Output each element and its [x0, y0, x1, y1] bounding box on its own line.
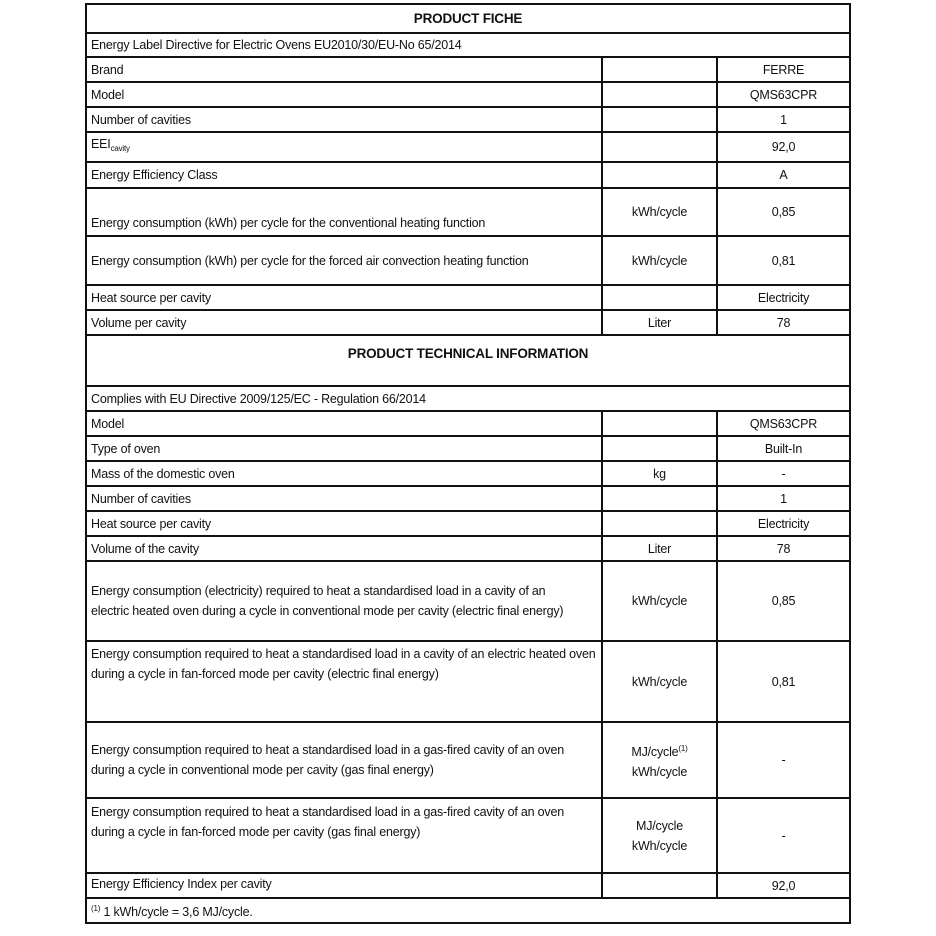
footnote-ref: (1) [678, 743, 688, 753]
product-fiche-table [85, 3, 851, 924]
row-label: Heat source per cavity [86, 285, 602, 310]
eei-subscript: cavity [110, 144, 130, 153]
fiche-directive: Energy Label Directive for Electric Ovens EU2010/30/EU-No 65/2014 [86, 33, 850, 57]
unit-mj: MJ/cycle [631, 744, 679, 759]
row-unit: kg [602, 461, 717, 486]
table-row [86, 536, 850, 561]
table-row [86, 162, 850, 188]
row-unit [602, 162, 717, 188]
unit-kwh: kWh/cycle [631, 838, 688, 853]
row-unit [602, 411, 717, 436]
row-unit [602, 722, 717, 798]
row-value: - [717, 798, 850, 873]
row-label: Type of oven [86, 436, 602, 461]
table-row [86, 561, 850, 641]
row-unit [602, 107, 717, 132]
table-row [86, 873, 850, 898]
row-value: - [717, 461, 850, 486]
row-unit [602, 132, 717, 162]
table-row [86, 107, 850, 132]
row-unit: kWh/cycle [602, 188, 717, 236]
table-row [86, 436, 850, 461]
row-label: Energy consumption required to heat a standardised load in a gas-fired cavity of an oven during a cycle in fan-forced mode per cavity (gas final energy) [86, 798, 602, 873]
table-row [86, 641, 850, 722]
row-label: Volume of the cavity [86, 536, 602, 561]
table-row [86, 511, 850, 536]
row-unit: Liter [602, 536, 717, 561]
table-row [86, 285, 850, 310]
table-row [86, 82, 850, 107]
row-label: Energy Efficiency Index per cavity [86, 873, 602, 898]
row-value: FERRE [717, 57, 850, 82]
row-label: Model [86, 82, 602, 107]
technical-title: PRODUCT TECHNICAL INFORMATION [86, 335, 850, 386]
row-value: QMS63CPR [717, 82, 850, 107]
footnote-text: 1 kWh/cycle = 3,6 MJ/cycle. [103, 905, 253, 919]
row-unit: kWh/cycle [602, 641, 717, 722]
row-unit [602, 436, 717, 461]
table-row [86, 461, 850, 486]
table-row [86, 411, 850, 436]
table-row [86, 722, 850, 798]
row-label: Energy consumption required to heat a standardised load in a cavity of an electric heated oven during a cycle in fan-forced mode per cavity (electric final energy) [86, 641, 602, 722]
row-unit: kWh/cycle [602, 561, 717, 641]
row-value: A [717, 162, 850, 188]
row-value: 92,0 [717, 873, 850, 898]
table-row [86, 132, 850, 162]
row-label: Volume per cavity [86, 310, 602, 335]
row-unit [602, 285, 717, 310]
row-value: 92,0 [717, 132, 850, 162]
row-value: - [717, 722, 850, 798]
row-label: Mass of the domestic oven [86, 461, 602, 486]
table-row [86, 57, 850, 82]
row-unit [602, 873, 717, 898]
table-row [86, 486, 850, 511]
row-value: 1 [717, 486, 850, 511]
row-value: 1 [717, 107, 850, 132]
row-label: Energy consumption (kWh) per cycle for the conventional heating function [86, 188, 602, 236]
row-label: Energy consumption (electricity) required to heat a standardised load in a cavity of an electric heated oven during a cycle in conventional mode per cavity (electric final energy) [86, 561, 602, 641]
row-label: Heat source per cavity [86, 511, 602, 536]
table-row [86, 798, 850, 873]
row-unit: kWh/cycle [602, 236, 717, 285]
row-value: Electricity [717, 285, 850, 310]
row-unit: Liter [602, 310, 717, 335]
unit-kwh: kWh/cycle [631, 764, 688, 779]
eei-label: EEI [91, 137, 111, 151]
table-row [86, 188, 850, 236]
row-value: 0,85 [717, 188, 850, 236]
row-label: Energy consumption required to heat a standardised load in a gas-fired cavity of an oven during a cycle in conventional mode per cavity (gas final energy) [86, 722, 602, 798]
row-value: 78 [717, 536, 850, 561]
row-label: Number of cavities [86, 107, 602, 132]
row-label [86, 132, 602, 162]
row-value: QMS63CPR [717, 411, 850, 436]
row-value: 0,81 [717, 236, 850, 285]
row-value: 0,85 [717, 561, 850, 641]
row-unit [602, 486, 717, 511]
row-label: Brand [86, 57, 602, 82]
unit-mj: MJ/cycle [635, 818, 683, 833]
technical-directive: Complies with EU Directive 2009/125/EC - Regulation 66/2014 [86, 386, 850, 411]
row-unit [602, 511, 717, 536]
row-unit [602, 57, 717, 82]
row-value: Built-In [717, 436, 850, 461]
row-unit [602, 82, 717, 107]
row-value: 0,81 [717, 641, 850, 722]
row-unit [602, 798, 717, 873]
footnote-mark: (1) [91, 904, 101, 913]
row-value: Electricity [717, 511, 850, 536]
row-label: Model [86, 411, 602, 436]
row-value: 78 [717, 310, 850, 335]
fiche-title: PRODUCT FICHE [86, 4, 850, 33]
footnote [86, 898, 850, 923]
row-label: Number of cavities [86, 486, 602, 511]
row-label: Energy consumption (kWh) per cycle for the forced air convection heating function [86, 236, 602, 285]
table-row [86, 236, 850, 285]
table-row [86, 310, 850, 335]
row-label: Energy Efficiency Class [86, 162, 602, 188]
